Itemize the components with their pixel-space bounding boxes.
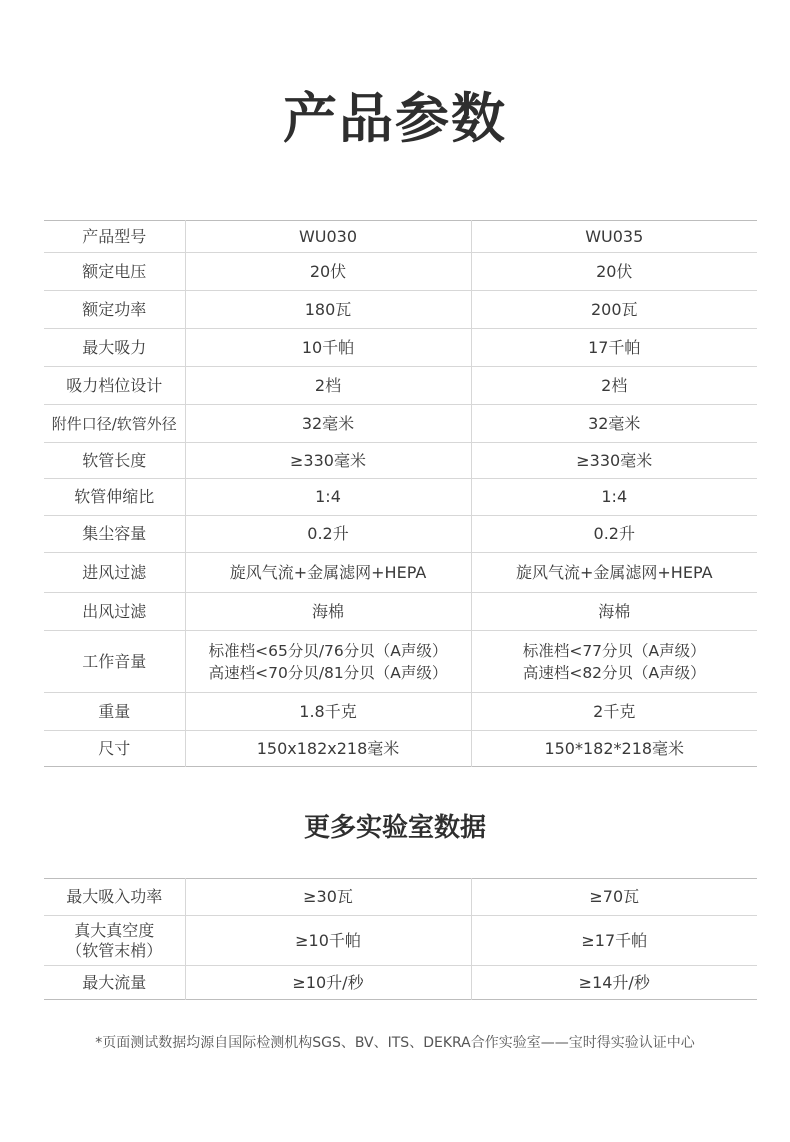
table-row: [44, 593, 757, 631]
lab-data-table: [44, 878, 757, 1000]
table-row: [44, 367, 757, 405]
row-label: 出风过滤: [44, 593, 185, 631]
cell-wu030: WU030: [185, 221, 471, 253]
cell-wu030: [185, 631, 471, 693]
section-title: 更多实验室数据: [303, 813, 486, 843]
cell-wu035: 20伏: [471, 253, 757, 291]
cell-wu030: 150x182x218毫米: [185, 731, 471, 767]
cell-wu030: 10千帕: [185, 329, 471, 367]
row-label: 集尘容量: [44, 516, 185, 553]
row-label: 额定功率: [44, 291, 185, 329]
cell-wu035: 200瓦: [471, 291, 757, 329]
cell-wu030: 海棉: [185, 593, 471, 631]
cell-wu035: ≥70瓦: [471, 879, 757, 916]
page-title: 产品参数: [283, 87, 507, 150]
cell-wu035: 海棉: [471, 593, 757, 631]
table-row: [44, 443, 757, 479]
cell-wu035: WU035: [471, 221, 757, 253]
table-row: [44, 405, 757, 443]
cell-wu030: 0.2升: [185, 516, 471, 553]
row-label-line: （软管末梢）: [66, 940, 163, 960]
row-label: 额定电压: [44, 253, 185, 291]
cell-wu035: [471, 631, 757, 693]
cell-wu035: ≥14升/秒: [471, 966, 757, 1000]
row-label: 进风过滤: [44, 553, 185, 593]
row-label-line: 真大真空度: [74, 920, 155, 940]
table-row: [44, 221, 757, 253]
cell-wu030: ≥330毫米: [185, 443, 471, 479]
cell-wu030: 180瓦: [185, 291, 471, 329]
cell-wu030: ≥30瓦: [185, 879, 471, 916]
cell-wu035: 2千克: [471, 693, 757, 731]
row-label: 吸力档位设计: [44, 367, 185, 405]
cell-wu030: ≥10升/秒: [185, 966, 471, 1000]
cell-wu035: 1:4: [471, 479, 757, 516]
spec-table: [44, 220, 757, 767]
row-label: 工作音量: [44, 631, 185, 693]
cell-wu030: 1.8千克: [185, 693, 471, 731]
table-row: [44, 253, 757, 291]
cell-wu030: 1:4: [185, 479, 471, 516]
cell-line: 高速档<82分贝（A声级）: [522, 663, 706, 682]
table-row: [44, 479, 757, 516]
row-label: 软管伸缩比: [44, 479, 185, 516]
table-row: [44, 516, 757, 553]
cell-wu035: 150*182*218毫米: [471, 731, 757, 767]
cell-wu030: ≥10千帕: [185, 916, 471, 966]
row-label: 软管长度: [44, 443, 185, 479]
row-label: 最大吸力: [44, 329, 185, 367]
table-row: [44, 966, 757, 1000]
row-label: 尺寸: [44, 731, 185, 767]
row-label: 最大流量: [44, 966, 185, 1000]
cell-line: 标准档<77分贝（A声级）: [522, 641, 706, 660]
table-row: [44, 553, 757, 593]
cell-line: 高速档<70分贝/81分贝（A声级）: [208, 663, 448, 682]
row-label: 附件口径/软管外径: [44, 405, 185, 443]
cell-line: 标准档<65分贝/76分贝（A声级）: [208, 641, 448, 660]
row-label: [44, 916, 185, 966]
table-row: [44, 693, 757, 731]
cell-wu035: 2档: [471, 367, 757, 405]
cell-wu030: 20伏: [185, 253, 471, 291]
cell-wu035: 旋风气流+金属滤网+HEPA: [471, 553, 757, 593]
table-row: [44, 291, 757, 329]
table-row: [44, 916, 757, 966]
cell-wu035: 32毫米: [471, 405, 757, 443]
cell-wu035: ≥17千帕: [471, 916, 757, 966]
row-label: 产品型号: [82, 226, 147, 246]
cell-wu030: 2档: [185, 367, 471, 405]
cell-wu030: 32毫米: [185, 405, 471, 443]
table-row: [44, 329, 757, 367]
footnote: *页面测试数据均源自国际检测机构SGS、BV、ITS、DEKRA合作实验室——宝时得实验认证中心: [95, 1035, 695, 1051]
cell-wu035: 0.2升: [471, 516, 757, 553]
cell-wu035: 17千帕: [471, 329, 757, 367]
table-row: [44, 731, 757, 767]
table-row: [44, 631, 757, 693]
cell-wu030: 旋风气流+金属滤网+HEPA: [185, 553, 471, 593]
table-row: [44, 879, 757, 916]
row-label: 重量: [44, 693, 185, 731]
row-label: 最大吸入功率: [66, 887, 163, 906]
cell-wu035: ≥330毫米: [471, 443, 757, 479]
